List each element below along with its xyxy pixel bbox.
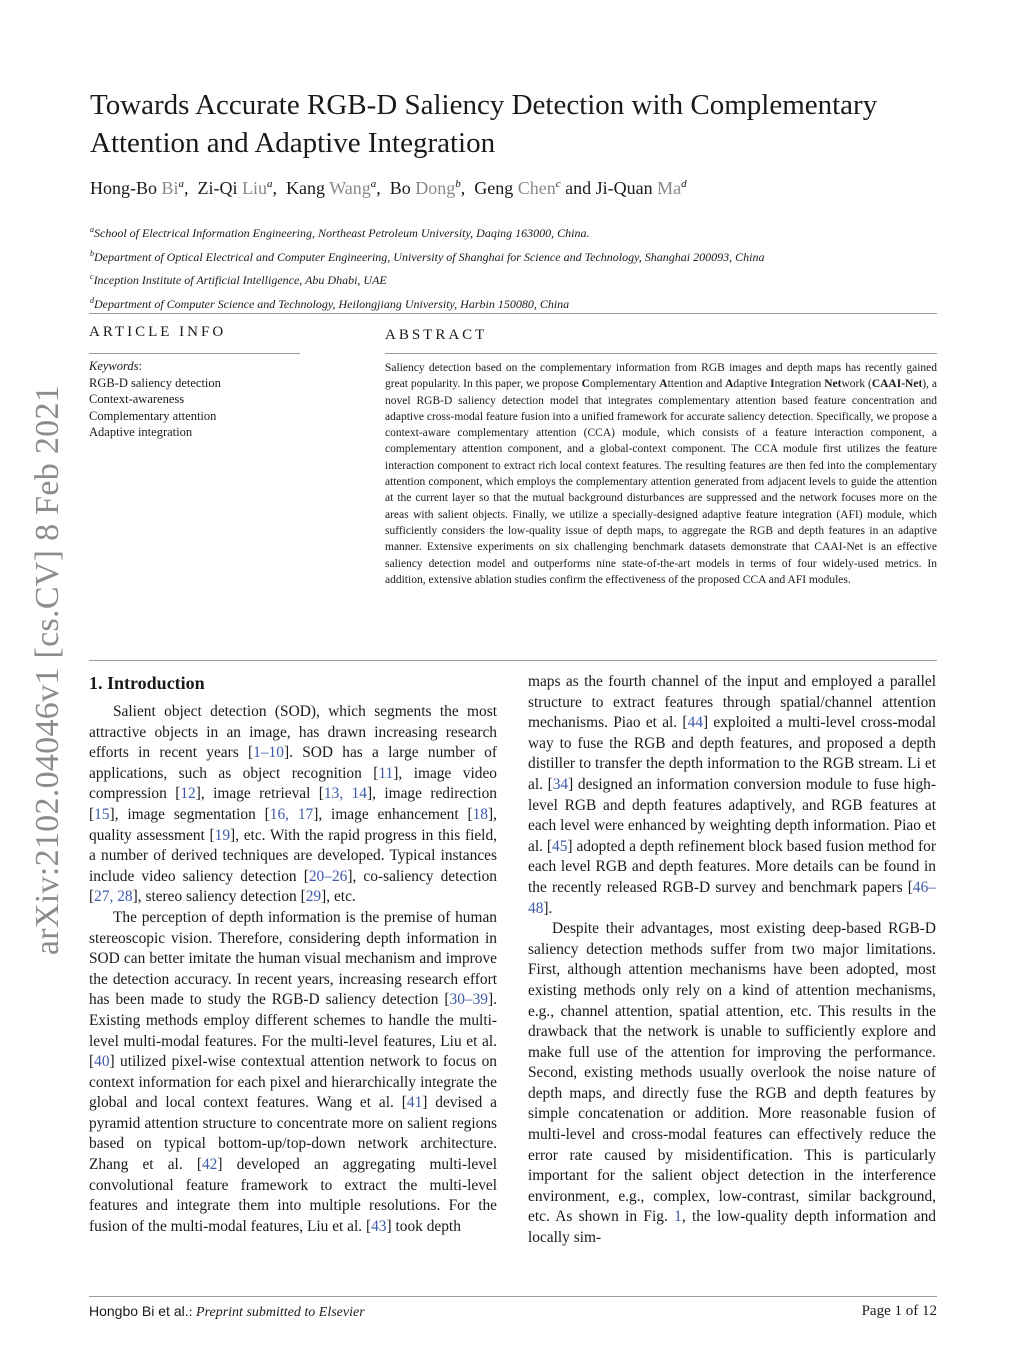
header-divider: [89, 313, 937, 314]
right-column-paragraphs: [528, 672, 936, 1249]
citation-link[interactable]: 43: [371, 1217, 387, 1235]
figure-link[interactable]: 1: [674, 1208, 682, 1226]
section-heading-introduction: 1. Introduction: [89, 673, 205, 693]
left-column-paragraphs: [89, 702, 497, 1237]
abstract-divider: [89, 660, 937, 661]
paper-title: Towards Accurate RGB-D Saliency Detection with Complementary Attention and Adaptive Integration: [90, 89, 878, 159]
citation-link[interactable]: 13, 14: [323, 785, 367, 803]
author-surname: Liu: [242, 178, 268, 198]
author-surname: Ma: [657, 178, 682, 198]
citation-link[interactable]: 29: [305, 888, 322, 906]
keyword-item: RGB-D saliency detection: [89, 375, 221, 390]
footer-author: Hongbo Bi et al.: [89, 1303, 189, 1319]
keywords-block: Keywords: RGB-D saliency detection Context-awareness Complementary attention Adaptive integration: [89, 359, 221, 439]
affiliation: [90, 267, 950, 291]
affiliation: [90, 291, 950, 315]
citation-link[interactable]: 30–39: [449, 991, 488, 1009]
author-list: Hong-Bo Bi$^a$, Zi-Qi Liu$^a$, Kang Wang$^a$, Bo Dong$^b$, Geng Chen$^c$ and Ji-Quan Ma$^d$: [90, 178, 687, 198]
body-paragraph: maps as the fourth channel of the input and employed a parallel structure to extract features through spatial/channel attention mechanisms. Piao et al. [44] exploited a multi-level cross-modal way to fuse the RGB and depth features, and proposed a depth distiller to transfer the depth information to the RGB stream. Li et al. [34] designed an information conversion module to fuse high-level RGB and depth features adaptively, and RGB features at each level were enhanced by weighting depth information. Piao et al. [45] adopted a depth refinement block based fusion method for each level RGB and depth features. More details can be found in the recently released RGB-D survey and benchmark papers [46–48].: [528, 673, 937, 917]
author-surname: Wang: [329, 178, 371, 198]
right-column: [528, 672, 936, 1249]
citation-link[interactable]: 40: [94, 1053, 110, 1071]
affiliation-marker: a: [90, 225, 94, 234]
affiliation-marker: b: [90, 248, 94, 258]
affiliation-text: Department of Optical Electrical and Computer Engineering, University of Shanghai for Science and Technology, Shanghai 200093, China: [94, 249, 765, 264]
body-paragraph: The perception of depth information is the premise of human stereoscopic vision. Therefore, considering depth information in SOD can better imitate the human visual mechanism and improve the detection accuracy. In recent years, increasing research effort has been made to study the RGB-D saliency detection [30–39]. Existing methods employ different schemes to handle the multi-level multi-modal features. For the multi-level features, Liu et al. [40] utilized pixel-wise contextual attention network to focus on context information for each pixel and hierarchically integrate the global and local context features. Wang et al. [41] devised a pyramid attention structure to concentrate more on salient regions based on typical bottom-up/top-down network architecture. Zhang et al. [42] developed an aggregating multi-level convolutional feature framework to extract the multi-level features and integrate them into multiple resolutions. For the fusion of the multi-modal features, Liu et al. [43] took depth: [89, 908, 497, 1235]
citation-link[interactable]: 1–10: [253, 744, 284, 762]
affiliation-list: [90, 220, 950, 314]
citation-link[interactable]: 27, 28: [94, 888, 133, 906]
left-column: [89, 672, 497, 1237]
affiliation: [90, 220, 950, 244]
citation-link[interactable]: 11: [378, 764, 394, 782]
author-surname: Chen: [517, 178, 556, 198]
author-affil-marker: a: [178, 178, 185, 190]
citation-link[interactable]: 42: [201, 1156, 218, 1174]
body-paragraph: Despite their advantages, most existing deep-based RGB-D saliency detection methods suffer from two major limitations. First, although attention mechanisms have been adopted, most existing methods only rely on a kind of attention mechanisms, e.g., channel attention, spatial attention, etc. This results in the drawback that the network is unable to sufficiently explore and make full use of the attention for improving the performance. Second, existing methods usually overlook the noise nature of depth maps, and directly fuse the RGB and depth features by simple concatenation or addition. More reasonable fusion of multi-level and cross-modal features can effectively reduce the error rate caused by misidentification. This is particularly important for the salient object detection in the interference environment, e.g., complex, low-contrast, similar background, etc. As shown in Fig. 1, the low-quality depth information and locally sim-: [528, 920, 937, 1247]
citation-link[interactable]: 18: [472, 805, 488, 823]
author-surname: Dong: [415, 178, 456, 198]
keywords-label: Keywords: [89, 359, 139, 373]
keyword-item: Context-awareness: [89, 392, 185, 406]
citation-link[interactable]: 20–26: [308, 867, 348, 885]
arxiv-stamp-text: arXiv:2102.04046v1 [cs.CV] 8 Feb 2021: [29, 384, 67, 956]
abstract-rule: [385, 353, 937, 354]
article-info-heading: ARTICLE INFO: [89, 324, 227, 340]
citation-link[interactable]: 46–48: [528, 878, 936, 917]
affiliation-marker: c: [90, 272, 94, 281]
author-affil-marker: a: [370, 178, 377, 190]
arxiv-identifier: [20, 380, 76, 960]
abstract-heading: ABSTRACT: [385, 327, 488, 343]
affiliation-text: School of Electrical Information Engineering, Northeast Petroleum University, Daqing 163000, China.: [94, 226, 590, 240]
author-affil-marker: b: [455, 178, 461, 190]
footer-page-number: Page 1 of 12: [861, 1303, 937, 1319]
author-affil-marker: d: [681, 178, 687, 190]
citation-link[interactable]: 44: [687, 714, 703, 732]
footer-divider: [89, 1296, 937, 1297]
affiliation-text: Department of Computer Science and Technology, Heilongjiang University, Harbin 150080, China: [94, 296, 570, 311]
citation-link[interactable]: 41: [406, 1094, 423, 1112]
author-surname: Bi: [161, 178, 179, 198]
keywords-list: [89, 375, 221, 441]
citation-link[interactable]: 15: [94, 805, 110, 823]
keyword-item: Adaptive integration: [89, 425, 193, 439]
author-affil-marker: c: [555, 178, 561, 190]
footer-citation: Hongbo Bi et al.: Preprint submitted to Elsevier: [89, 1303, 365, 1320]
abstract-text: Saliency detection based on the complementary information from RGB images and depth maps has recently gained great popularity. In this paper, we propose Complementary Attention and Adaptive Integration Network (CAAI-Net), a novel RGB-D saliency detection model that integrates complementary attention based feature concentration and adaptive cross-modal feature fusion into a unified framework for accurate saliency detection. Specifically, we propose a context-aware complementary attention (CCA) module, which consists of a feature interaction component, a complementary attention component, and a global-context component. The CCA module first utilizes the feature interaction component to extract rich local context features. The resulting features are then fed into the complementary attention component, which employs the complementary attention generated from adjacent levels to guide the attention at the current layer so that the mutual background disturbances are suppressed and the network focuses more on the areas with salient objects. Finally, we utilize a specially-designed adaptive feature integration (AFI) module, which sufficiently considers the low-quality issue of depth maps, to aggregate the RGB and depth features in an adaptive manner. Extensive experiments on six challenging benchmark datasets demonstrate that CAAI-Net is an effective saliency detection model and outperforms nine state-of-the-art models in terms of four widely-used metrics. In addition, extensive ablation studies confirm the effectiveness of the proposed CCA and AFI modules.: [385, 362, 937, 586]
body-paragraph: Salient object detection (SOD), which segments the most attractive objects in an image, has drawn increasing research efforts in recent years [1–10]. SOD has a large number of applications, such as object recognition [11], image video compression [12], image retrieval [13, 14], image redirection [15], image segmentation [16, 17], image enhancement [18], quality assessment [19], etc. With the rapid progress in this field, a number of derived techniques are developed. Typical instances include video saliency detection [20–26], co-saliency detection [27, 28], stereo saliency detection [29], etc.: [89, 703, 498, 906]
affiliation-text: Inception Institute of Artificial Intelligence, Abu Dhabi, UAE: [93, 273, 387, 287]
citation-link[interactable]: 19: [214, 826, 231, 844]
citation-link[interactable]: 34: [552, 775, 569, 793]
affiliation: [90, 244, 950, 268]
affiliation-marker: d: [90, 295, 94, 305]
footer-journal: Preprint submitted to Elsevier: [196, 1305, 365, 1320]
citation-link[interactable]: 16, 17: [269, 805, 314, 823]
citation-link[interactable]: 12: [180, 785, 196, 803]
keyword-item: Complementary attention: [89, 408, 217, 423]
author-affil-marker: a: [267, 178, 273, 190]
citation-link[interactable]: 45: [552, 837, 568, 855]
article-info-rule: [89, 353, 300, 354]
